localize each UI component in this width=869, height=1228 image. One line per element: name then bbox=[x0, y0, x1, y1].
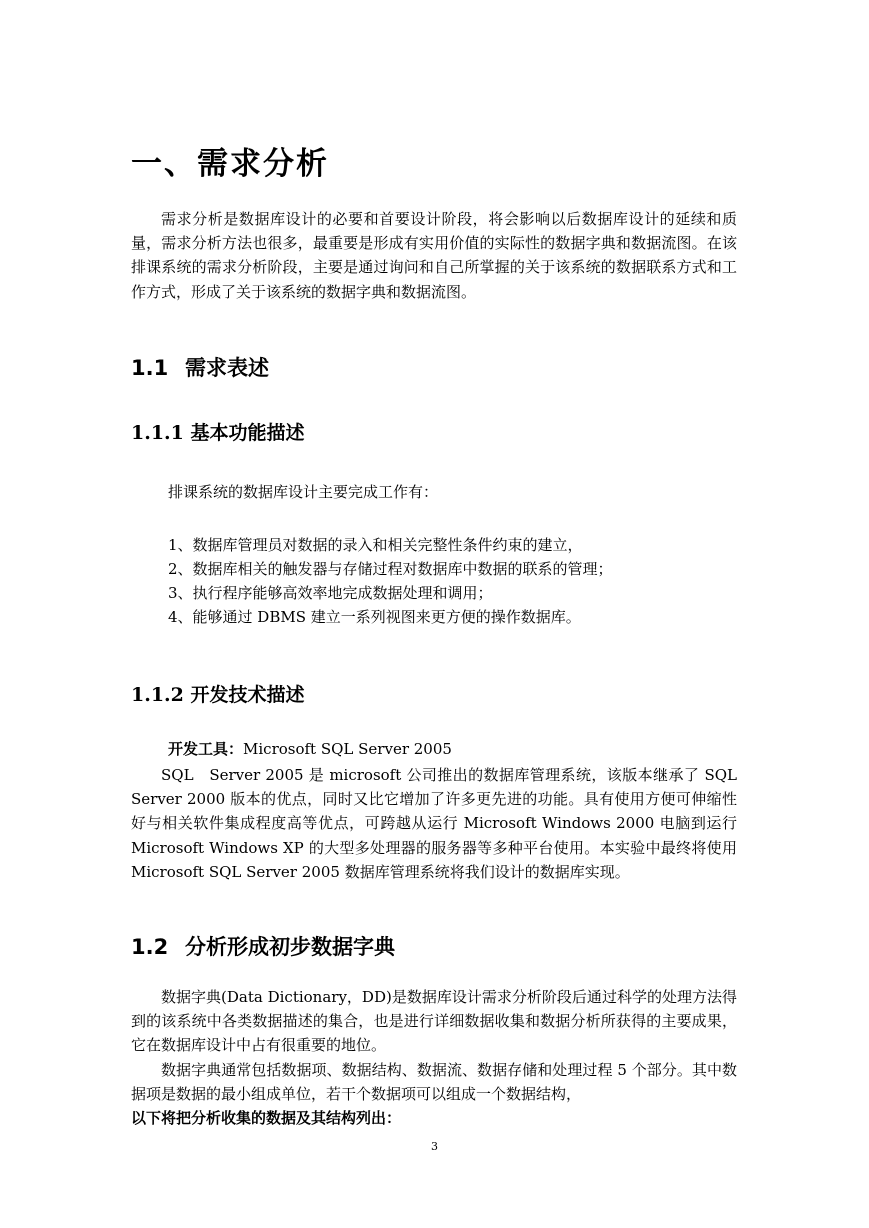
sql-server-paragraph: SQL Server 2005 是 microsoft 公司推出的数据库管理系统，该版本继承了 SQL Server 2000 版本的优点，同时又比它增加了许多更先进的功能。具有使用方便可伸缩性好与相关软件集成程度高等优点，可跨越从运行 Microsoft Windows 2000 电脑到运行 Microsoft Windows XP 的大型多处理器的服务器等多种平台使用。本实验中最终将使用 Microsoft SQL Server 2005 数据库管理系统将我们设计的数据库实现。 bbox=[131, 766, 737, 881]
dd-paragraph-3: 以下将把分析收集的数据及其结构列出： bbox=[131, 1109, 402, 1128]
list-item: 3、执行程序能够高效率地完成数据处理和调用； bbox=[168, 584, 493, 602]
section-heading-1-1-1: 1.1.1 基本功能描述 bbox=[131, 422, 305, 444]
dd-paragraph-2: 数据字典通常包括数据项、数据结构、数据流、数据存储和处理过程 5 个部分。其中数据项是数据的最小组成单位，若干个数据项可以组成一个数据结构， bbox=[131, 1060, 737, 1103]
dev-tool-label: 开发工具： bbox=[168, 740, 244, 758]
function-list bbox=[168, 533, 738, 629]
intro-paragraph: 需求分析是数据库设计的必要和首要设计阶段，将会影响以后数据库设计的延续和质量，需求分析方法也很多，最重要是形成有实用价值的实际性的数据字典和数据流图。在该排课系统的需求分析阶段，主要是通过询问和自己所掌握的关于该系统的数据联系方式和工作方式，形成了关于该系统的数据字典和数据流图。 bbox=[131, 210, 737, 301]
list-item: 1、数据库管理员对数据的录入和相关完整性条件约束的建立， bbox=[168, 536, 583, 554]
dev-tool-value: Microsoft SQL Server 2005 bbox=[243, 740, 452, 758]
dev-tool-line bbox=[168, 738, 774, 759]
list-item: 2、数据库相关的触发器与存储过程对数据库中数据的联系的管理； bbox=[168, 560, 613, 578]
page-number: 3 bbox=[431, 1140, 438, 1153]
section-heading-1-2 bbox=[131, 931, 737, 961]
section-title: 需求表述 bbox=[185, 356, 269, 380]
section-heading-1-1-2: 1.1.2 开发技术描述 bbox=[131, 684, 305, 706]
section-number: 1.2 bbox=[131, 935, 169, 959]
data-dictionary-text bbox=[131, 985, 737, 1130]
section-title: 分析形成初步数据字典 bbox=[185, 935, 395, 959]
functions-lead: 排课系统的数据库设计主要完成工作有： bbox=[168, 483, 439, 501]
list-item: 4、能够通过 DBMS 建立一系列视图来更方便的操作数据库。 bbox=[168, 608, 581, 626]
dd-paragraph-1: 数据字典(Data Dictionary，DD)是数据库设计需求分析阶段后通过科学的处理方法得到的该系统中各类数据描述的集合，也是进行详细数据收集和数据分析所获得的主要成果，它在数据库设计中占有很重要的地位。 bbox=[131, 988, 737, 1055]
section-heading-1-1 bbox=[131, 352, 737, 382]
chapter-title: 一、需求分析 bbox=[131, 146, 329, 182]
section-number: 1.1 bbox=[131, 356, 169, 380]
